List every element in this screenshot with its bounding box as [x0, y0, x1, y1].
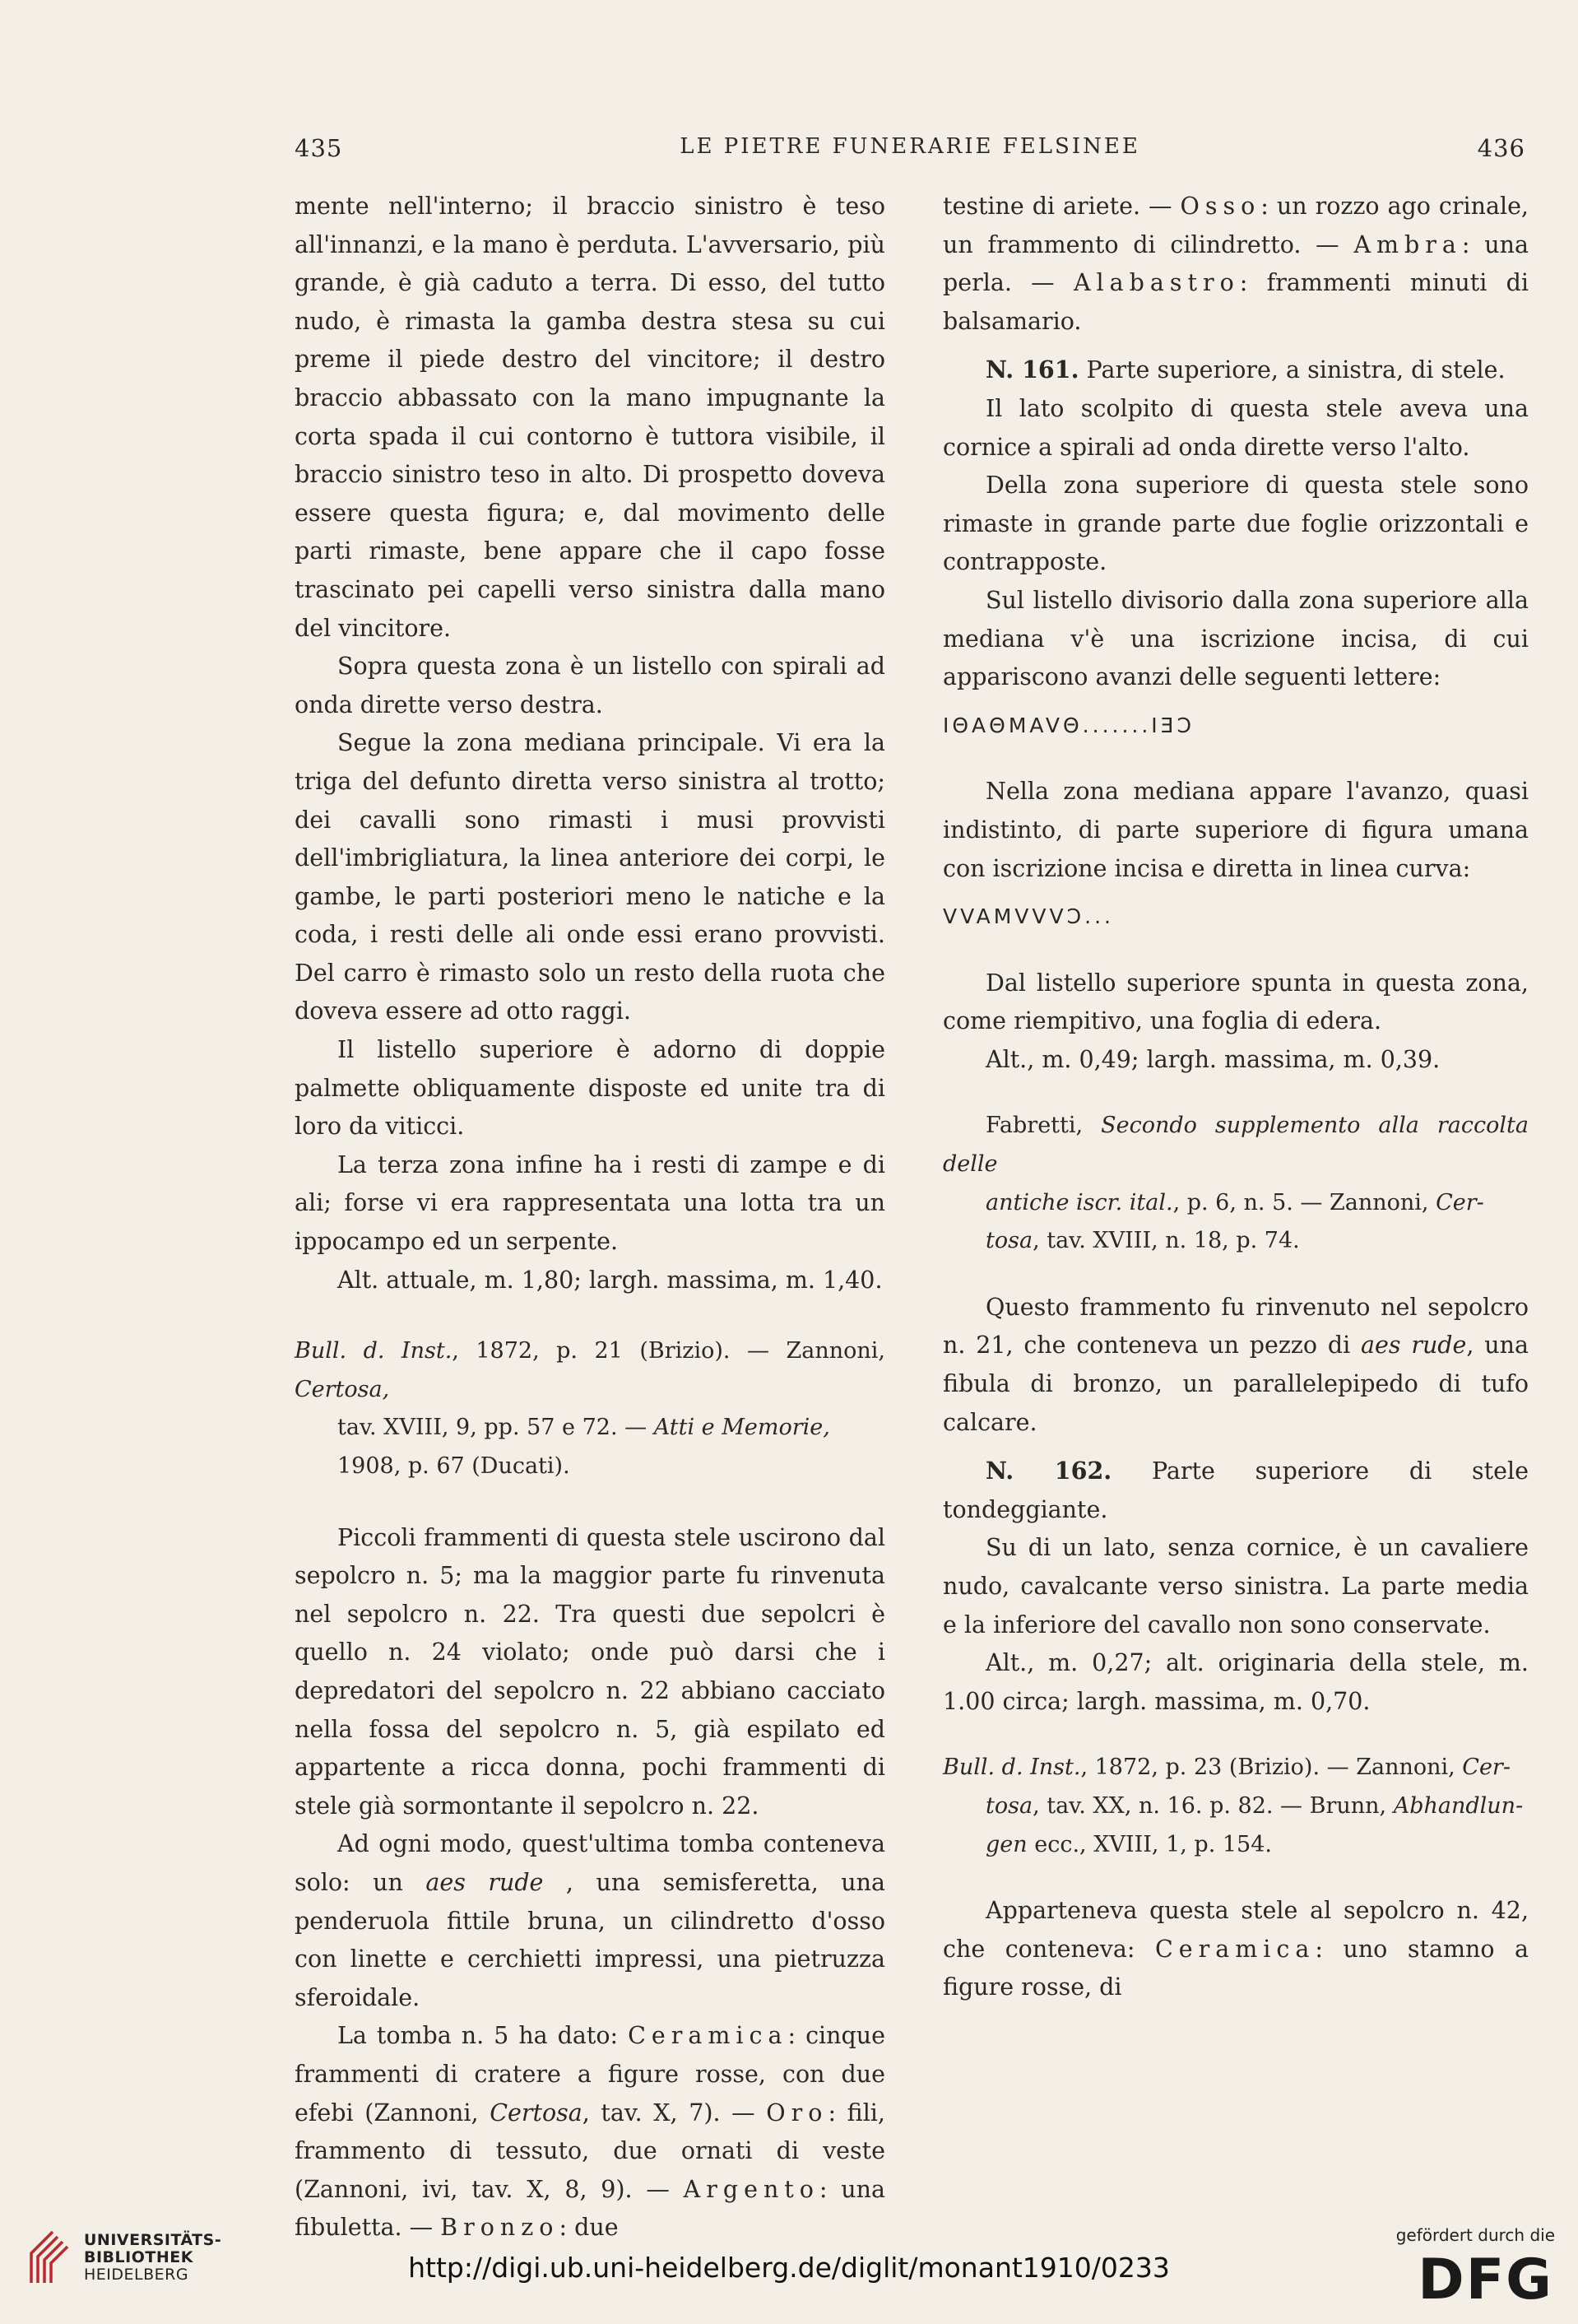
paragraph: La terza zona infine ha i resti di zampe e di ali; forse vi era rappresentata una lotta tra un ippocampo ed un serpente. — [295, 1150, 885, 1256]
bibliography-reference: Bull. d. Inst., 1872, p. 23 (Brizio). — Zannoni, Cer- tosa, tav. XX, n. 16. p. 82. — Brunn, Abhandlun- gen ecc., XVIII, 1, p. 154. — [943, 1755, 1524, 1857]
paragraph: Sul listello divisorio dalla zona superiore alla mediana v'è una iscrizione incisa, di cui appariscono avanzi delle seguenti lettere: — [943, 586, 1529, 691]
paragraph: Questo frammento fu rinvenuto nel sepolcro n. 21, che conteneva un pezzo di aes rude, una fibula di bronzo, un parallelepipedo di tufo calcare. — [943, 1293, 1529, 1436]
digitization-footer — [0, 2214, 1578, 2324]
page-number-right: 436 — [1477, 134, 1525, 162]
running-header — [295, 134, 1525, 167]
paragraph: Della zona superiore di questa stele sono rimaste in grande parte due foglie orizzontali e contrapposte. — [943, 472, 1529, 576]
measurements: Alt., m. 0,27; alt. originaria della stele, m. 1.00 circa; largh. massima, m. 0,70. — [943, 1649, 1529, 1715]
running-title: LE PIETRE FUNERARIE FELSINEE — [680, 134, 1140, 159]
paragraph: Nella zona mediana appare l'avanzo, quasi indistinto, di parte superiore di figura umana con iscrizione incisa e diretta in linea curva: — [943, 778, 1529, 882]
measurements: Alt. attuale, m. 1,80; largh. massima, m. 1,40. — [337, 1266, 883, 1294]
paragraph: Su di un lato, senza cornice, è un cavaliere nudo, cavalcante verso sinistra. La parte media e la inferiore del cavallo non sono conservate. — [943, 1534, 1529, 1638]
paragraph: Ad ogni modo, quest'ultima tomba conteneva solo: un aes rude , una semisferetta, una penderuola fittile bruna, un cilindretto d'osso con linette e cerchietti impressi, una pietruzza sferoidale. — [295, 1830, 885, 2011]
bibliography-reference: Fabretti, Secondo supplemento alla raccolta delle antiche iscr. ital., p. 6, n. 5. — Zannoni, Cer- tosa, tav. XVIII, n. 18, p. 74. — [943, 1113, 1529, 1254]
entry-heading-161: N. 161. Parte superiore, a sinistra, di stele. — [986, 356, 1506, 384]
paragraph: Sopra questa zona è un listello con spirali ad onda dirette verso destra. — [295, 653, 885, 718]
dfg-logo: DFG — [1418, 2247, 1553, 2312]
paragraph: testine di ariete. — Osso: un rozzo ago crinale, un frammento di cilindretto. — Ambra: una perla. — Alabastro: frammenti minuti di balsamario. — [943, 193, 1529, 335]
paragraph: Apparteneva questa stele al sepolcro n. 42, che conteneva: Ceramica: uno stamno a figure rosse, di — [943, 1897, 1529, 2001]
entry-heading-162: N. 162. Parte superiore di stele tondeggiante. — [943, 1457, 1529, 1523]
page-number-left: 435 — [295, 134, 343, 162]
source-url-link[interactable]: http://digi.ub.uni-heidelberg.de/diglit/monant1910/0233 — [408, 2252, 1170, 2284]
etruscan-inscription: VVAMVVVƆ... — [943, 904, 1115, 929]
paragraph: mente nell'interno; il braccio sinistro è teso all'innanzi, e la mano è perduta. L'avversario, più grande, è già caduto a terra. Di esso, del tutto nudo, è rimasta la gamba destra stesa su cui preme il piede destro del vincitore; il destro braccio abbassato con la mano impugnante la corta spada il cui contorno è tuttora visibile, il braccio sinistro teso in alto. Di prospetto doveva essere questa figura; e, dal movimento delle parti rimaste, bene appare che il capo fosse trascinato pei capelli verso sinistra dalla mano del vincitore. — [295, 193, 885, 642]
left-column — [295, 188, 885, 2247]
paragraph: Il lato scolpito di questa stele aveva una cornice a spirali ad onda dirette verso l'alto. — [943, 394, 1529, 461]
measurements: Alt., m. 0,49; largh. massima, m. 0,39. — [986, 1045, 1441, 1073]
library-name: UNIVERSITÄTS- BIBLIOTHEK HEIDELBERG — [84, 2231, 222, 2284]
funding-caption: gefördert durch die — [1395, 2225, 1555, 2245]
right-column — [943, 188, 1529, 2007]
paragraph: Piccoli frammenti di questa stele uscirono dal sepolcro n. 5; ma la maggior parte fu rinvenuta nel sepolcro n. 22. Tra questi due sepolcri è quello n. 24 violato; onde può darsi che i depredatori del sepolcro n. 22 abbiano cacciato nella fossa del sepolcro n. 5, già espilato ed appartente a ricca donna, pochi frammenti di stele già sormontante il sepolcro n. 22. — [295, 1523, 885, 1820]
bibliography-reference: Bull. d. Inst., 1872, p. 21 (Brizio). — Zannoni, Certosa, tav. XVIII, 9, pp. 57 e 72. — Atti e Memorie, 1908, p. 67 (Ducati). — [295, 1338, 885, 1479]
etruscan-inscription: IΘAΘMAVΘ.......IƎƆ — [943, 713, 1195, 737]
paragraph: Segue la zona mediana principale. Vi era la triga del defunto diretta verso sinistra al trotto; dei cavalli sono rimasti i musi provvisti dell'imbrigliatura, la linea anteriore dei corpi, le gambe, le parti posteriori meno le natiche e la coda, i resti delle ali onde essi erano provvisti. Del carro è rimasto solo un resto della ruota che doveva essere ad otto raggi. — [295, 729, 885, 1025]
paragraph: Dal listello superiore spunta in questa zona, come riempitivo, una foglia di edera. — [943, 969, 1529, 1035]
paragraph: Il listello superiore è adorno di doppie palmette obliquamente disposte ed unite tra di loro da viticci. — [295, 1036, 885, 1141]
paragraph: La tomba n. 5 ha dato: Ceramica: cinque frammenti di cratere a figure rosse, con due efebi (Zannoni, Certosa, tav. X, 7). — Oro: fili, frammento di tessuto, due ornati di veste (Zannoni, ivi, tav. X, 8, 9). — Argento: una fibuletta. — Bronzo: due — [295, 2022, 885, 2242]
